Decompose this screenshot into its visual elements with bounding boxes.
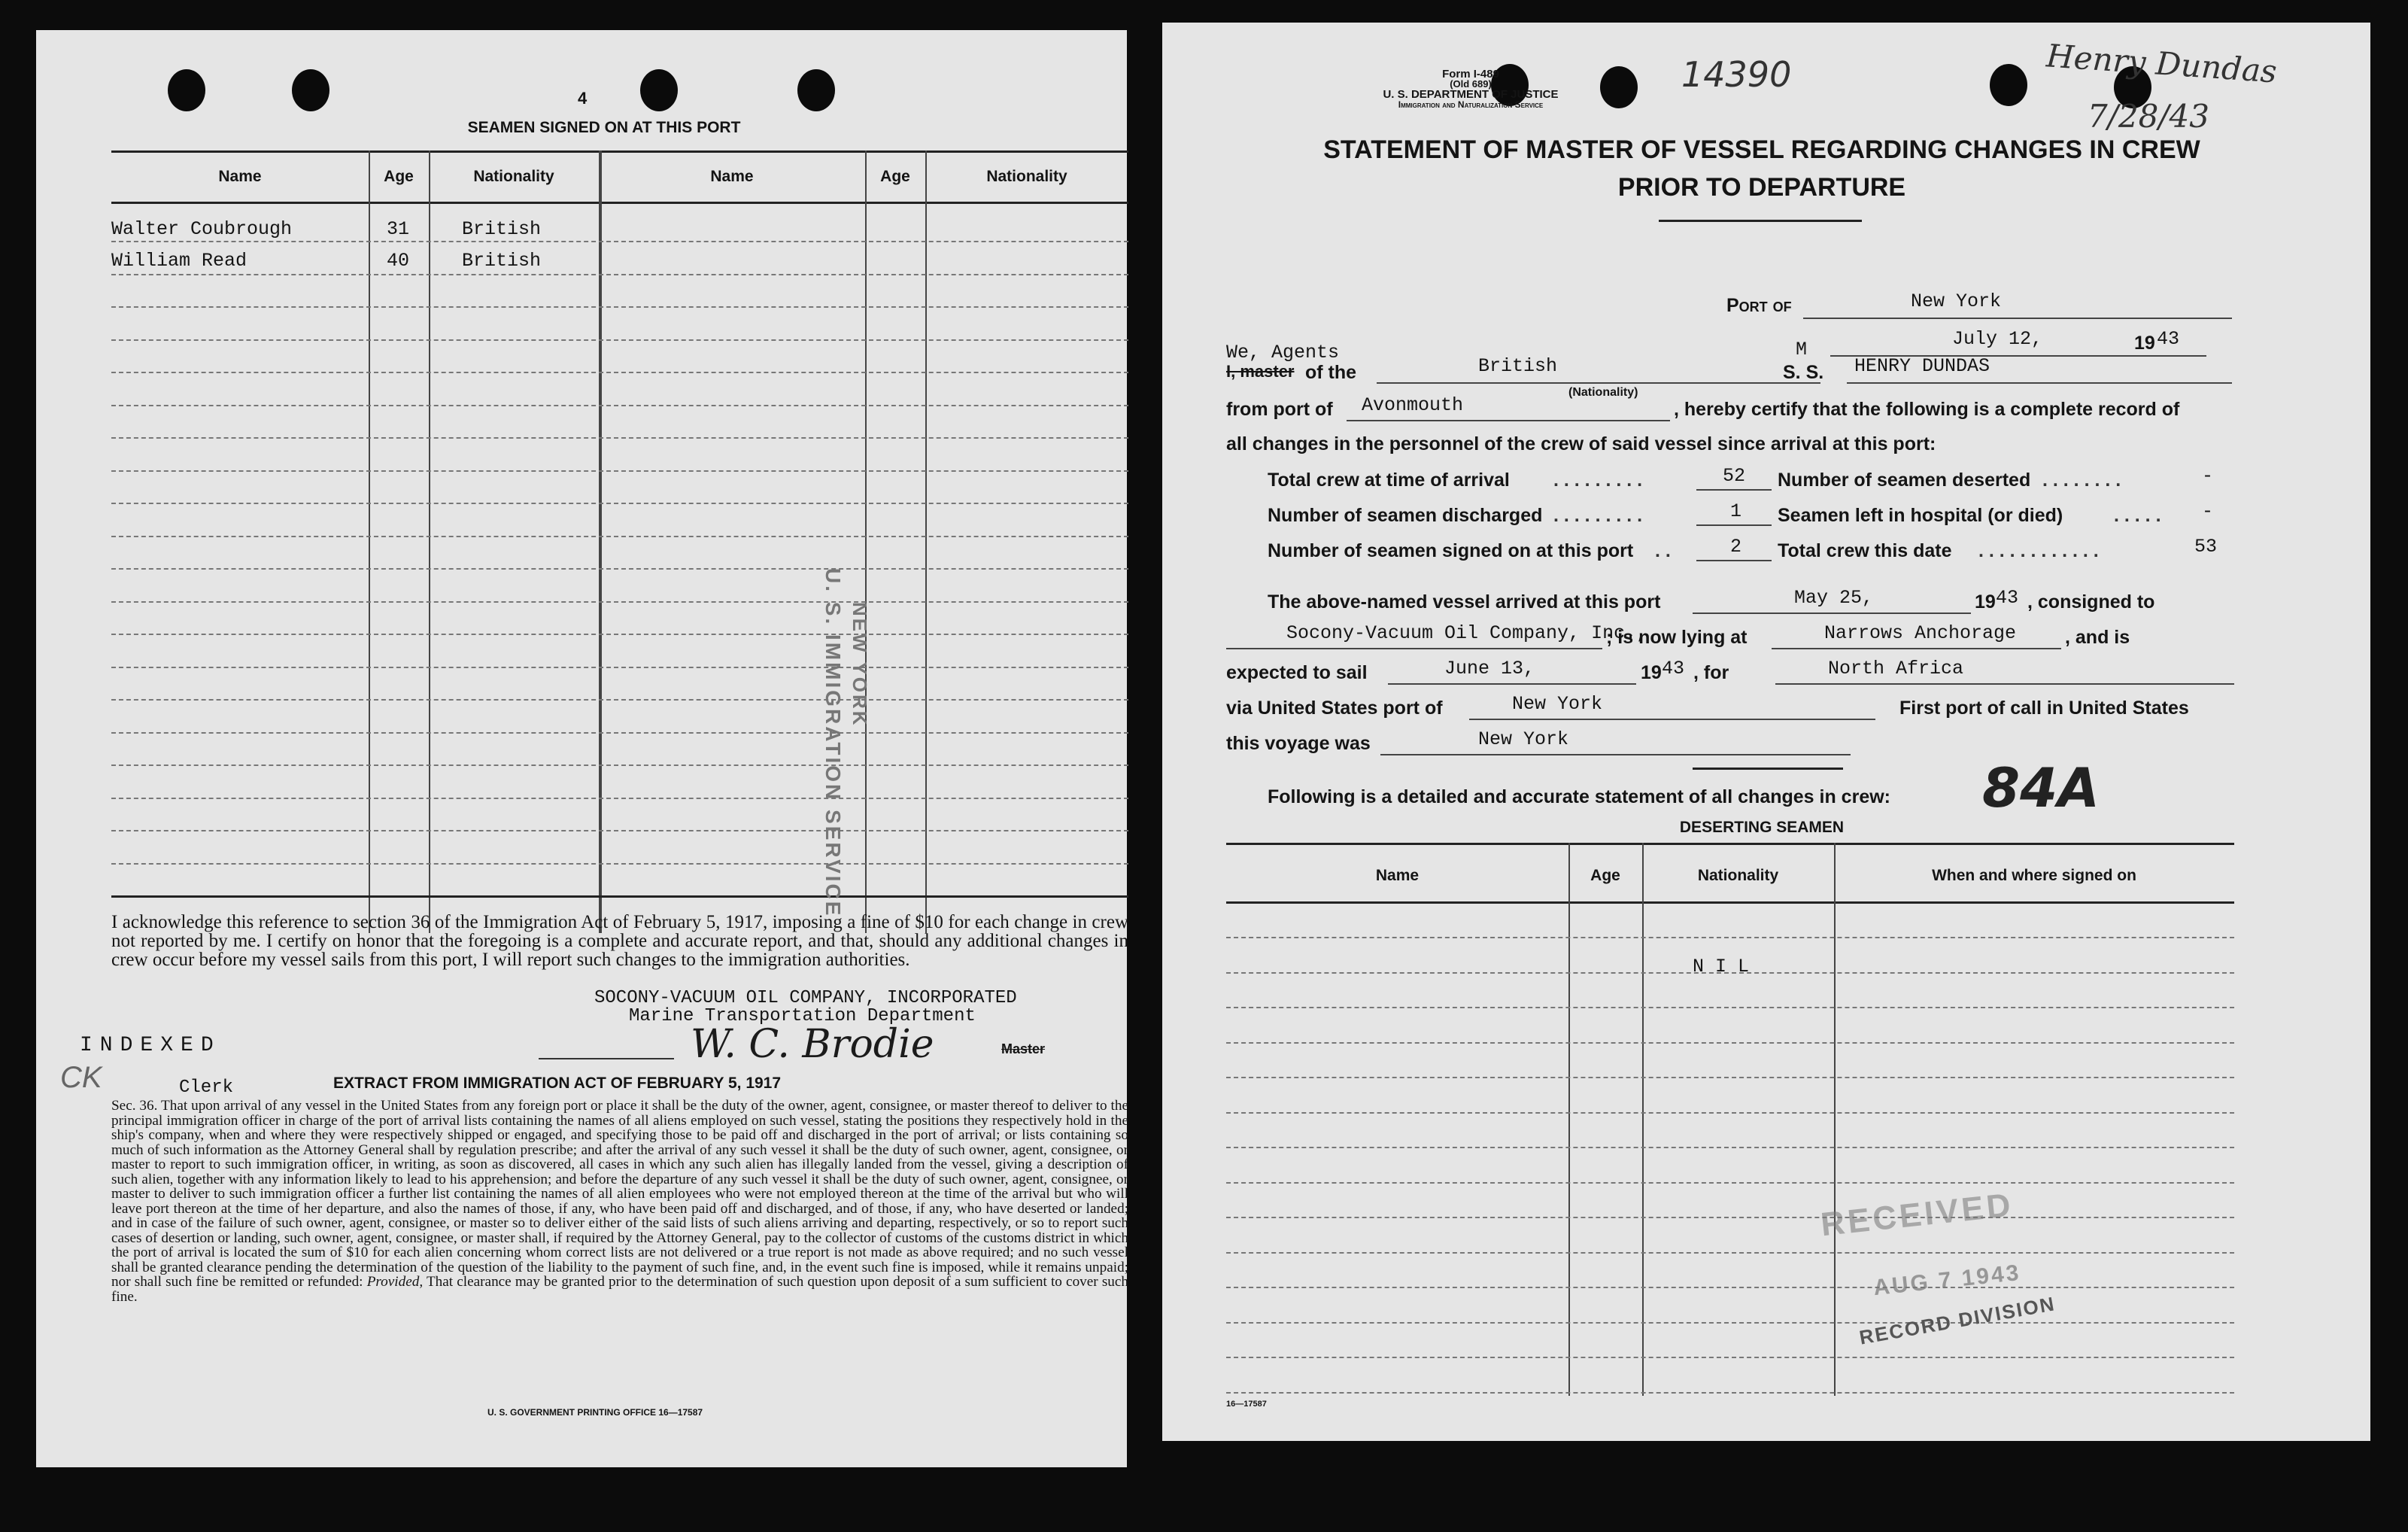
acknowledgement-text: I acknowledge this reference to section 36 of the Immigration Act of February 5, 1917, imposing a fine of $10 for each change in crew not reported by me. I certify on honor that the foregoing is a complete and accurate report, and that, should any additional changes in crew occur before my vessel sails from this port, I will report such changes to the immigration authorities. [111,912,1128,970]
punch-hole [168,69,205,111]
section-label: Sec. 36. [111,1098,158,1114]
punch-hole [292,69,329,111]
year-prefix: 19 [1641,662,1662,683]
row-rule [111,634,1128,635]
stat-value: 53 [2194,536,2218,558]
column-header-nationality: Nationality [1697,867,1779,884]
row-rule [1226,1357,2234,1358]
column-divider [429,150,430,933]
year-value: 43 [2157,328,2180,350]
row-rule [1226,1077,2234,1078]
column-divider [925,150,927,933]
printing-office: U. S. GOVERNMENT PRINTING OFFICE 16—17587 [487,1407,703,1418]
sail-date: June 13, [1444,658,1535,679]
row-rule [1226,1392,2234,1394]
vessel-name: HENRY DUNDAS [1854,355,1990,377]
row-rule [1226,1112,2234,1114]
table-header-rule [111,202,1128,204]
column-header-nationality: Nationality [473,168,554,185]
seaman-age: 40 [387,250,410,272]
leader-dots: . . . . . . . . . . . . [1978,540,2099,561]
service: Immigration and Naturalization Service [1398,99,1544,110]
table-bottom-rule [111,895,1128,898]
row-rule [111,699,1128,701]
sail-year: 43 [1662,658,1685,679]
column-divider [1834,843,1836,1396]
seaman-nationality: British [462,218,542,240]
received-stamp-date: AUG 7 1943 [1872,1260,2022,1301]
nationality-caption: (Nationality) [1568,386,1638,399]
this-voyage-label: this voyage was [1226,733,1371,754]
row-rule [111,863,1128,865]
seaman-age: 31 [387,218,410,240]
agents-text: We, Agents [1226,342,1340,363]
row-rule [111,241,1128,242]
column-header-name: Name [710,168,754,185]
form-subtitle: PRIOR TO DEPARTURE [1617,173,1906,202]
row-rule [111,339,1128,341]
leader-dots: . . . . . [2114,505,2161,526]
expected-label: expected to sail [1226,662,1368,683]
for-label: , for [1693,662,1729,683]
leader-dots: . . [1655,540,1671,561]
stat-value: - [2202,500,2214,522]
row-rule [1226,1287,2234,1288]
master-label: Master [1001,1041,1046,1056]
seaman-name: Walter Coubrough [111,218,293,240]
first-port-blank [1380,731,1851,755]
leader-dots: . . . . . . . . . [1553,470,1643,491]
certify-text: , hereby certify that the following is a complete record of [1674,399,2180,420]
leader-dots: . . . . . . . . . [1553,505,1643,526]
stat-label: Total crew this date [1778,540,1952,561]
column-divider [369,150,370,933]
date-stamp: U. S. IMMIGRATION SERVICE [821,568,845,918]
punch-hole [1990,64,2027,106]
file-number: 14390 [1681,54,1792,95]
stat-label: Seamen left in hospital (or died) [1778,505,2063,526]
form-page-right [1162,23,2370,1441]
from-port-value: Avonmouth [1362,394,1464,416]
row-rule [111,306,1128,308]
company-department: Marine Transportation Department [629,1006,976,1026]
handwritten-code: 84A [1982,756,2100,819]
column-divider [865,150,867,933]
arrived-date: May 25, [1794,587,1874,609]
ship-prefix: S. S. [1783,362,1824,383]
stat-blank [1696,502,1772,526]
row-rule [1226,937,2234,938]
punch-hole [640,69,678,111]
row-rule [111,764,1128,766]
stat-value: - [2202,465,2214,487]
destination-value: North Africa [1828,658,1964,679]
stat-label: Number of seamen deserted [1778,470,2031,491]
extract-title: EXTRACT FROM IMMIGRATION ACT OF FEBRUARY 5, 1917 [333,1075,782,1092]
all-changes-text: all changes in the personnel of the crew of said vessel since arrival at this port: [1226,433,1936,454]
lying-label: ; is now lying at [1606,627,1748,648]
received-stamp: RECEIVED [1819,1186,2015,1244]
row-rule [1226,1007,2234,1008]
column-header-nationality: Nationality [986,168,1067,185]
form-page-left [36,30,1127,1467]
indexed-stamp: INDEXED [80,1034,221,1057]
consignee-value: Socony-Vacuum Oil Company, Inc., [1286,622,1648,644]
column-divider [1642,843,1644,1396]
stat-blank [1696,467,1772,491]
following-text: Following is a detailed and accurate statement of all changes in crew: [1268,786,1890,807]
punch-hole [797,69,835,111]
extract-text: Sec. 36. That upon arrival of any vessel in the United States from any foreign port or place it shall be the duty of the owner, agent, consignee, or master thereof to deliver to the principal immigration officer in charge of the port of arrival lists containing the names of all aliens employed on such vessel, stating the positions they respectively hold in the ship's company, when and where they were respectively shipped or engaged, and specifying those to be paid off and discharged in the port of arrival; or lists containing so much of such information as the Attorney General shall by regulation prescribe; and after the arrival of any such vessel it shall be the duty of such owner, agent, consignee, or master to report to such immigration officer, in writing, as soon as discovered, all cases in which any such alien has illegally landed from the vessel, giving a description of such alien, together with any information likely to lead to his apprehension; and before the departure of any such vessel it shall be the duty of such owner, agent, consignee, or master to deliver to such immigration officer a further list containing the names of all alien employees who were not employed thereon at the time of the arrival but who will leave port thereon at the time of her departure, and also the names of those, if any, who have been paid off and discharged, and of those, if any, who have deserted or landed; and in case of the failure of such owner, agent, consignee, or master so to deliver either of the said lists of such aliens arriving and departing, respectively, or so to report such cases of desertion or landing, such owner, agent, consignee, or master shall, if required by the Attorney General, pay to the collector of customs of the customs district in which the port of arrival is located the sum of $10 for each alien concerning whom correct lists are not delivered or a true report is not made as above required; and no such vessel shall be granted clearance pending the determination of the question of the liability to the payment of such fine, and, in the event such fine is imposed, while it remains unpaid; nor shall such fine be remitted or refunded: Provided, That clearance may be granted prior to the determination of such question upon deposit of a sum sufficient to cover such fine. [111,1098,1129,1305]
leader-dots: . . . . . . . . [2042,470,2121,491]
page-number: 4 [578,89,588,108]
arrived-label: The above-named vessel arrived at this port [1268,591,1661,612]
port-of-value: New York [1911,290,2002,312]
row-rule [111,601,1128,603]
port-of-label: Port of [1726,295,1792,316]
record-division-stamp: RECORD DIVISION [1857,1292,2057,1349]
stat-label: Number of seamen signed on at this port [1268,540,1634,561]
row-rule [1226,1217,2234,1218]
first-port-value: New York [1478,728,1569,750]
row-rule [111,470,1128,472]
column-header-age: Age [384,168,414,185]
year-prefix: 19 [1975,591,1996,612]
row-rule [1226,1182,2234,1184]
row-rule [111,568,1128,570]
column-header-age: Age [1590,867,1620,884]
row-rule [1226,1042,2234,1044]
date-value: July 12, [1952,328,2043,350]
of-the-label: of the [1305,362,1357,383]
from-port-label: from port of [1226,399,1333,420]
row-rule [111,503,1128,504]
row-rule [111,830,1128,831]
column-header-age: Age [880,168,910,185]
stat-label: Number of seamen discharged [1268,505,1543,526]
row-rule [111,536,1128,537]
stat-value: 2 [1730,536,1742,558]
signature-line [539,1058,674,1059]
form-number: Form I-489 [1442,68,1499,81]
row-rule [111,798,1128,799]
date-stamp-city: NEW YORK [849,602,871,728]
seaman-name: William Read [111,250,247,272]
row-rule [111,732,1128,734]
consigned-label: , consigned to [2027,591,2155,612]
row-rule [111,372,1128,373]
nationality-value: British [1478,355,1558,377]
form-old-number: (Old 689) [1450,78,1492,90]
column-header-signed-on: When and where signed on [1932,867,2136,884]
initials: CK [60,1061,102,1094]
table-header-rule [1226,901,2234,904]
year-prefix: 19 [2134,333,2155,354]
column-divider [1568,843,1570,1396]
via-label: via United States port of [1226,698,1443,719]
form-footer: 16—17587 [1226,1400,1267,1409]
lying-value: Narrows Anchorage [1824,622,2017,644]
arrived-year: 43 [1996,587,2019,609]
section-divider [1693,768,1843,770]
department: U. S. DEPARTMENT OF JUSTICE [1383,88,1559,101]
handwritten-date: 7/28/43 [2088,98,2209,135]
seaman-nationality: British [462,250,542,272]
row-rule [111,405,1128,406]
form-title: STATEMENT OF MASTER OF VESSEL REGARDING CHANGES IN CREW [1323,135,2200,164]
port-of-blank [1803,295,2232,319]
title-underline [1659,220,1862,222]
table-top-rule [1226,843,2234,845]
stat-value: 52 [1723,465,1746,487]
row-rule [111,274,1128,275]
deserting-entry: N I L [1693,956,1750,977]
column-header-name: Name [218,168,262,185]
ship-prefix-m: M [1796,339,1808,360]
master-signature: W. C. Brodie [691,1022,934,1067]
and-is-label: , and is [2065,627,2130,648]
via-port: New York [1512,693,1603,715]
row-rule [111,667,1128,668]
deserting-title: DESERTING SEAMEN [1679,819,1845,836]
column-divider [599,150,602,933]
section-title: SEAMEN SIGNED ON AT THIS PORT [467,119,741,136]
handwritten-name: Henry Dundas [2045,37,2279,90]
nationality-blank [1377,360,1820,384]
row-rule [1226,972,2234,974]
first-port-label: First port of call in United States [1899,698,2189,719]
master-struck: I, master [1226,362,1295,381]
clerk-label: Clerk [179,1078,234,1098]
stat-label: Total crew at time of arrival [1268,470,1510,491]
stat-blank [1696,537,1772,561]
row-rule [1226,1147,2234,1148]
column-header-name: Name [1375,867,1420,884]
stat-value: 1 [1730,500,1742,522]
company-name: SOCONY-VACUUM OIL COMPANY, INCORPORATED [594,988,1017,1008]
table-top-rule [111,150,1128,153]
row-rule [1226,1322,2234,1324]
row-rule [111,437,1128,439]
row-rule [1226,1252,2234,1254]
